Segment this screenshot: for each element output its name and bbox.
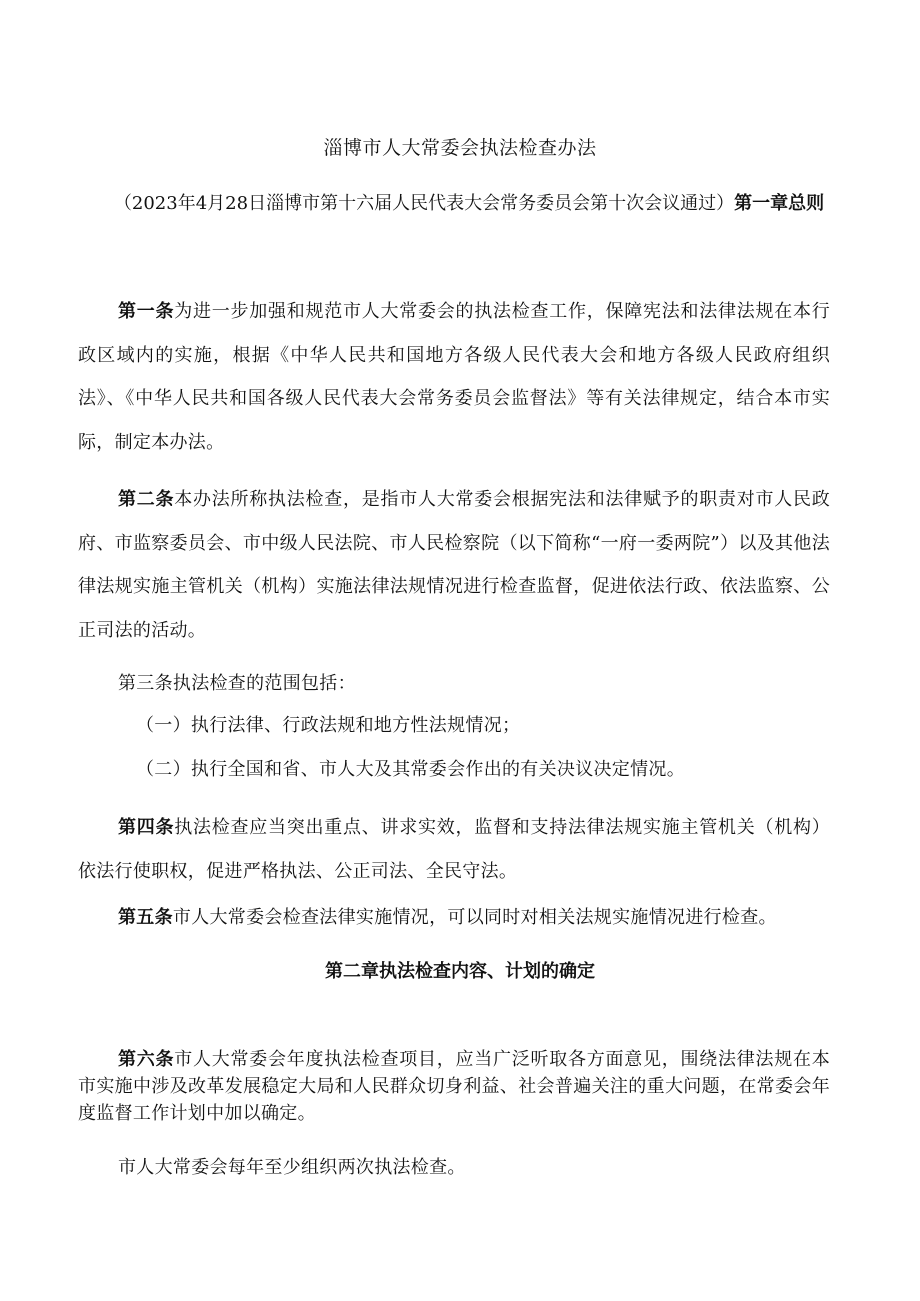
adoption-note: （2023年4月28日淄博市第十六届人民代表大会常务委员会第十次会议通过） [113,193,735,214]
document-title: 淄博市人大常委会执法检查办法 [323,137,597,159]
article-5 [78,896,830,940]
article-2-label: 第二条 [118,489,175,510]
article-6-paragraph-2 [78,1146,830,1190]
article-2 [78,478,830,652]
article-5-text: 市人大常委会检查法律实施情况，可以同时对相关法规实施情况进行检查。 [172,907,777,928]
document-subtitle [106,182,832,226]
article-1 [78,290,830,464]
article-3 [78,662,830,706]
article-2-text: 本办法所称执法检查，是指市人大常委会根据宪法和法律赋予的职责对市人民政府、市监察委员会、市中级人民法院、市人民检察院（以下简称“一府一委两院”）以及其他法律法规实施主管机关（机构）实施法律法规情况进行检查监督，促进依法行政、依法监察、公正司法的活动。 [78,489,830,641]
scope-item: （一）执行法律、行政法规和地方性法规情况； [136,715,521,736]
article-6-text: 市人大常委会年度执法检查项目，应当广泛听取各方面意见，围绕法律法规在本市实施中涉及改革发展稳定大局和人民群众切身利益、社会普遍关注的重大问题，在常委会年度监督工作计划中加以确定。 [78,1049,830,1124]
article-3-text: 第三条执法检查的范围包括： [118,673,356,694]
article-4-text: 执法检查应当突出重点、讲求实效，监督和支持法律法规实施主管机关（机构）依法行使职权，促进严格执法、公正司法、全民守法。 [78,817,830,882]
chapter-1-heading: 第一章总则 [734,193,825,214]
chapter-2-heading: 第二章执法检查内容、计划的确定 [325,961,595,982]
article-5-label: 第五条 [118,907,173,928]
article-1-text: 为进一步加强和规范市人大常委会的执法检查工作，保障宪法和法律法规在本行政区域内的实施，根据《中华人民共和国地方各级人民代表大会和地方各级人民政府组织法》、《中华人民共和国各级人民代表大会常务委员会监督法》等有关法律规定，结合本市实际，制定本办法。 [78,301,830,453]
article-6-label: 第六条 [118,1049,175,1070]
annual-inspection-text: 市人大常委会每年至少组织两次执法检查。 [118,1157,466,1178]
article-6 [78,1046,830,1127]
scope-item: （二）执行全国和省、市人大及其常委会作出的有关决议决定情况。 [136,759,685,780]
article-4-label: 第四条 [118,817,175,838]
article-4 [78,806,830,893]
article-1-label: 第一条 [118,301,175,322]
